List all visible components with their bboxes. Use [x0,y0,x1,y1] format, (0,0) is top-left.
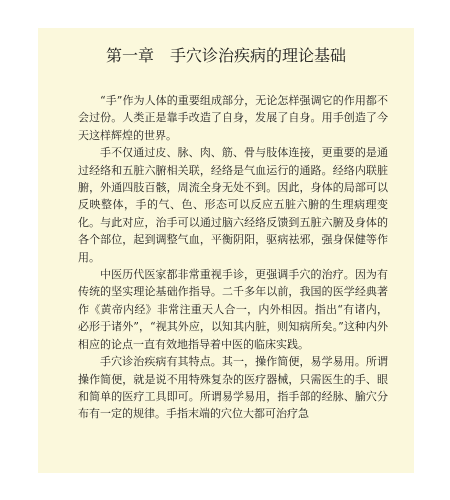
paragraph-4: 手穴诊治疾病有其特点。其一，操作简便，易学易用。所谓操作简便，就是说不用特殊复杂的医疗器械，只需医生的手、眼和简单的医疗工具即可。所谓易学易用，指手部的经脉、腧穴分布有一定的规律。手指末端的穴位大都可治疗急 [78,355,388,421]
chapter-title: 第一章 手穴诊治疾病的理论基础 [105,46,346,65]
book-page [38,28,414,473]
paragraph-2: 手不仅通过皮、脉、肉、筋、骨与肢体连接，更重要的是通过经络和五脏六腑相关联，经络是气血运行的通路。经络内联脏腑，外通四肢百骸，周流全身无处不到。因此，身体的局部可以反映整体，手的气、色、形态可以反应五脏六腑的生理病理变化。与此对应，治手可以通过脑六经络反馈到五脏六腑及身体的各个部位，起到调整气血，平衡阴阳，驱病祛邪，强身保健等作用。 [78,146,388,264]
paragraph-1: “手”作为人体的重要组成部分，无论怎样强调它的作用都不会过份。人类正是靠手改造了自身，发展了自身。用手创造了今天这样辉煌的世界。 [78,94,388,142]
body-text [78,92,388,423]
paragraph-3: 中医历代医家都非常重视手诊，更强调手穴的治疗。因为有传统的坚实理论基础作指导。二千多年以前，我国的医学经典著作《黄帝内经》非常注重天人合一，内外相因。指出“有诸内，必形于诸外”，“视其外应，以知其内脏，则知病所矣。”这种内外相应的论点一直有效地指导着中医的临床实践。 [78,268,388,351]
